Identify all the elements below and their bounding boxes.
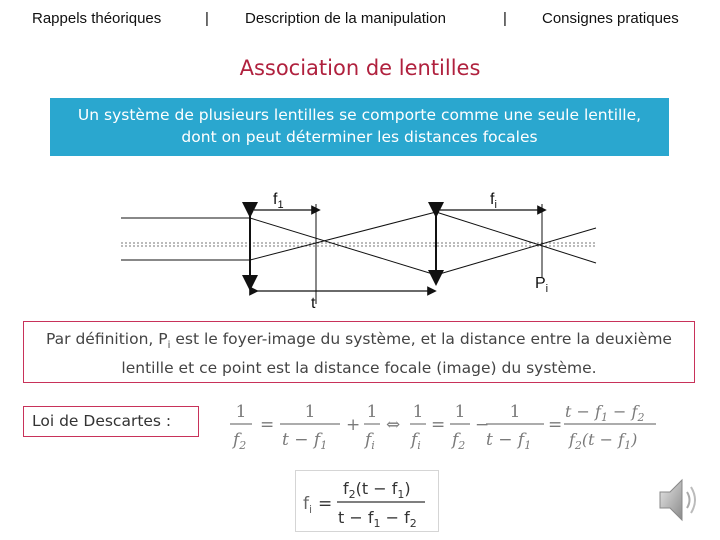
- svg-text:1: 1: [235, 402, 247, 422]
- svg-text:1: 1: [366, 402, 378, 422]
- loi-descartes-label: Loi de Descartes :: [23, 406, 199, 437]
- nav-rappels-theoriques[interactable]: Rappels théoriques: [32, 10, 162, 27]
- ray-segment: [436, 212, 596, 263]
- svg-text:=: =: [318, 494, 333, 514]
- nav-separator: |: [503, 10, 507, 27]
- svg-text:t − f1 − f2: $t - f_1 - f_2$: [338, 508, 417, 530]
- nav-consignes-pratiques[interactable]: Consignes pratiques: [542, 10, 679, 27]
- svg-text:fi: $f_i$: [365, 430, 375, 452]
- svg-text:=: =: [260, 415, 275, 435]
- svg-text:⇔: ⇔: [386, 415, 401, 435]
- lens-diagram: [0, 180, 720, 315]
- svg-text:+: +: [346, 415, 361, 435]
- svg-text:fi: $f_i$: [303, 494, 313, 516]
- svg-text:f2: $f_2$: [452, 430, 466, 452]
- label-t: t: [311, 295, 316, 312]
- intro-line-1: Un système de plusieurs lentilles se comporte comme une seule lentille,: [77, 106, 642, 124]
- nav-separator: |: [205, 10, 209, 27]
- definition-line-2: lentille et ce point est la distance focale (image) du système.: [121, 359, 597, 378]
- label-fi: $f_i$: [490, 191, 497, 211]
- svg-text:t − f1: $t - f_1$: [282, 430, 328, 452]
- page-title: Association de lentilles: [239, 56, 481, 80]
- svg-text:=: =: [431, 415, 446, 435]
- speaker-icon[interactable]: [654, 474, 700, 526]
- svg-text:f2: $f_2$: [233, 430, 247, 452]
- svg-text:t − f1 − f2: $t - f_1 - f_2$: [565, 402, 645, 424]
- label-f1: $f_1$: [273, 191, 284, 211]
- intro-box: [50, 98, 669, 156]
- svg-text:fi: $f_i$: [411, 430, 421, 452]
- definition-box: [23, 321, 695, 383]
- intro-line-2: dont on peut déterminer les distances focales: [181, 128, 538, 146]
- ray-segment: [250, 212, 436, 260]
- svg-text:1: 1: [412, 402, 424, 422]
- svg-text:t − f1: $t - f_1$: [486, 430, 532, 452]
- svg-text:f2(t − f1): $f_2(t - f_1)$: [569, 430, 638, 452]
- definition-line-1: Par définition, $P_i$ est le foyer-image du système, et la distance entre la deuxième: [46, 330, 672, 352]
- svg-text:−: −: [475, 415, 490, 435]
- svg-text:1: 1: [304, 402, 316, 422]
- label-pi: $P_i$: [535, 275, 549, 295]
- focal-formula: [295, 470, 440, 533]
- descartes-formula: [228, 397, 658, 459]
- ray-segment: [436, 228, 596, 275]
- svg-text:f2(t − f1): $f_2(t - f_1)$: [343, 479, 411, 501]
- svg-text:=: =: [548, 415, 563, 435]
- svg-text:1: 1: [509, 402, 521, 422]
- nav-description-manipulation[interactable]: Description de la manipulation: [245, 10, 446, 27]
- svg-text:1: 1: [454, 402, 466, 422]
- top-nav: [0, 6, 720, 34]
